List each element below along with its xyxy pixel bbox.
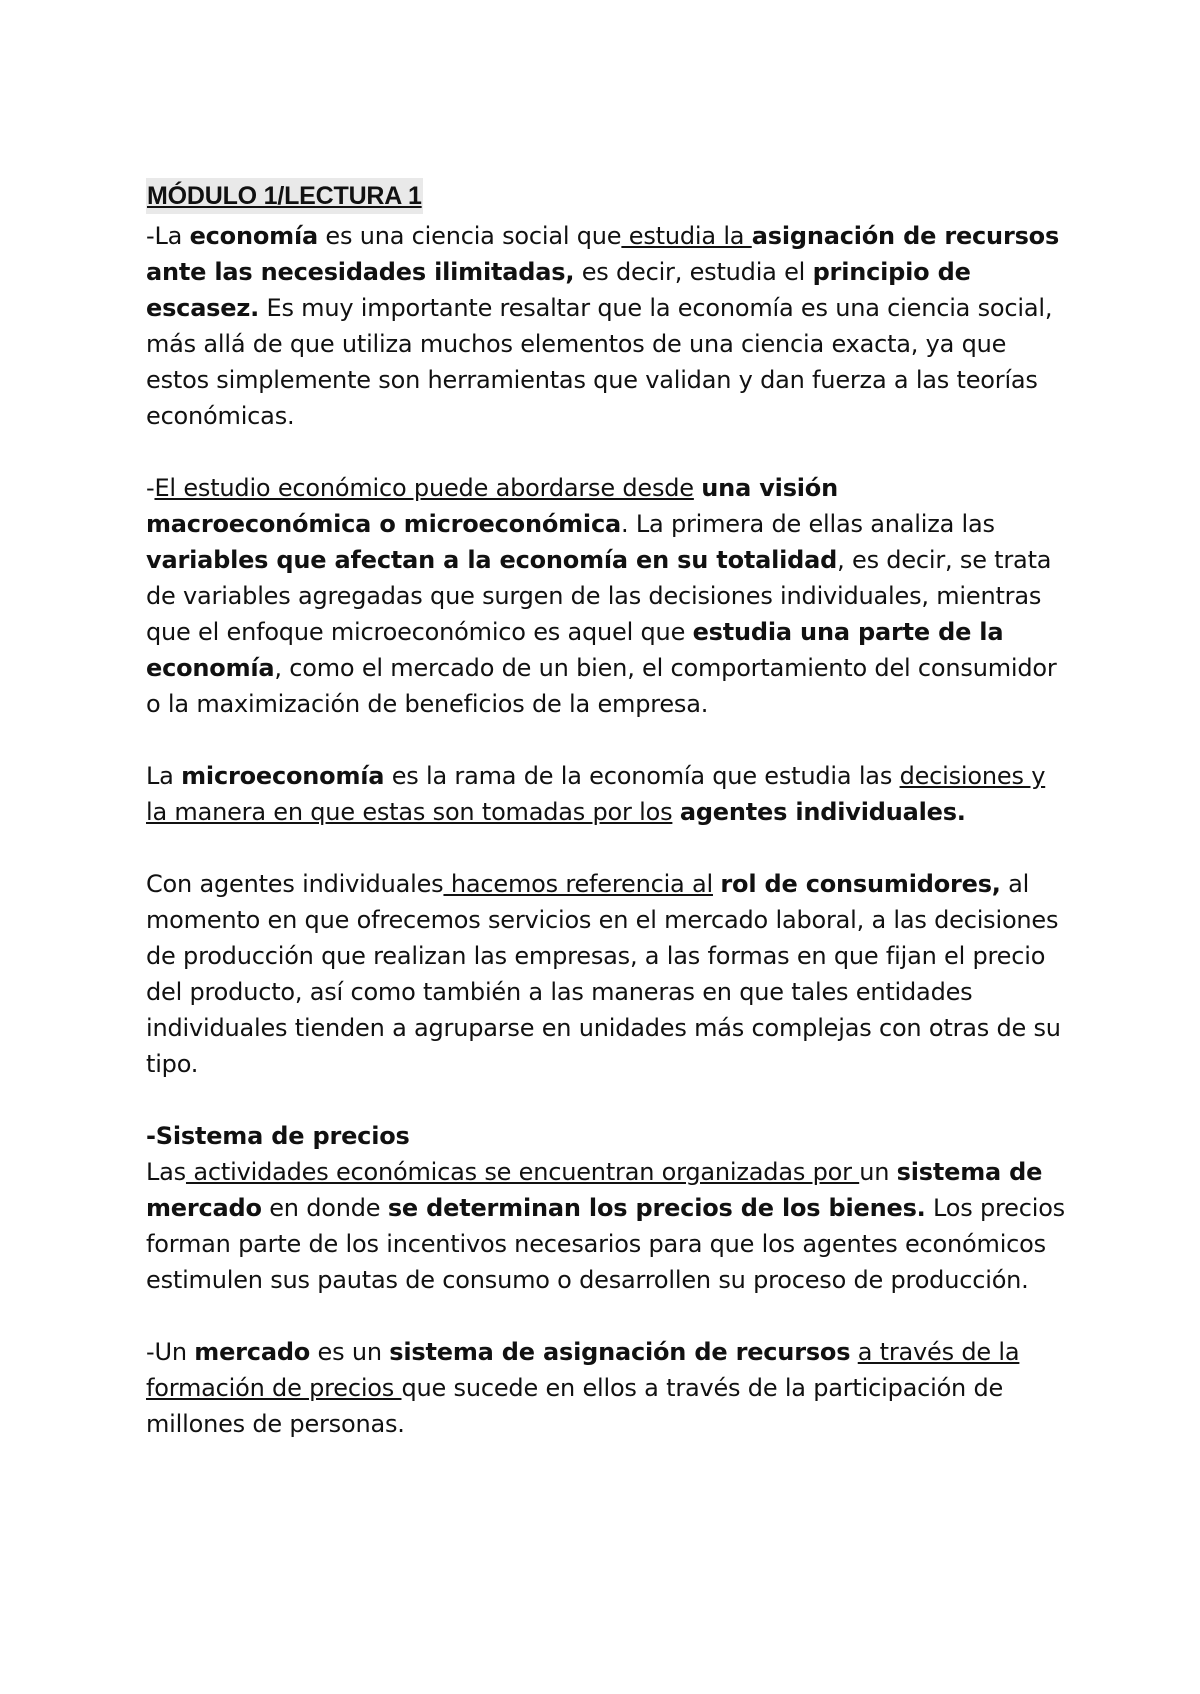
text-run: , como el mercado de un bien, el comportamiento del consumidor o la maximización de beneficios de la empresa. [146,654,1057,718]
text-run: La [146,762,182,790]
paragraph-mercado [146,1334,1066,1442]
paragraph-agentes-individuales [146,866,1066,1082]
text-run: , es decir, se trata de variables agregadas que surgen de las decisiones individuales, mientras que el enfoque microeconómico es aquel que [146,546,1052,646]
bold-run: estudia una parte de la economía [146,618,1004,682]
bold-run: agentes individuales. [679,798,966,826]
bold-run: una visión macroeconómica o microeconómica [146,474,838,538]
paragraph-microeconomia [146,758,1066,830]
paragraph-spacer [146,722,1066,758]
paragraph-estudio-economico [146,470,1066,722]
underline-run: decisiones y la manera en que estas son tomadas por los [146,762,1046,826]
bold-run: sistema de asignación de recursos [389,1338,851,1366]
bold-run: asignación de recursos ante las necesidades ilimitadas, [146,222,1060,286]
text-run [672,798,679,826]
bold-run: sistema de mercado [146,1158,1043,1222]
bold-run: se determinan los precios de los bienes. [387,1194,926,1222]
bold-run: economía [189,222,318,250]
text-run: -Un [146,1338,195,1366]
underline-run: hacemos referencia al [443,870,713,898]
paragraph-spacer [146,830,1066,866]
text-run: un [859,1158,897,1186]
text-run [850,1338,857,1366]
text-run: es un [310,1338,390,1366]
text-run: es decir, estudia el [574,258,813,286]
text-run: que sucede en ellos a través de la participación de millones de personas. [146,1374,1004,1438]
text-run: -La [146,222,190,250]
bold-run: variables que afectan a la economía en su totalidad [146,546,838,574]
text-run: Las [146,1158,186,1186]
section-heading-sistema-de-precios: -Sistema de precios [146,1122,410,1150]
text-run: . La primera de ellas analiza las [620,510,995,538]
paragraph-sistema-de-precios [146,1154,1066,1298]
bold-run: principio de escasez. [146,258,971,322]
text-run: en donde [261,1194,388,1222]
text-run: Con agentes individuales [146,870,444,898]
paragraph-spacer [146,1298,1066,1334]
underline-run: estudia la [621,222,752,250]
text-run: al momento en que ofrecemos servicios en el mercado laboral, a las decisiones de producción que realizan las empresas, a las formas en que fijan el precio del producto, así como también a las maneras en que tales entidades individuales tienden a agruparse en unidades más complejas con otras de su tipo. [146,870,1061,1078]
paragraph-spacer [146,434,1066,470]
paragraph-economia-definicion [146,218,1066,434]
bold-run: microeconomía [181,762,385,790]
text-run: es la rama de la economía que estudia las [384,762,900,790]
document-body [146,178,1066,1442]
document-title: MÓDULO 1/LECTURA 1 [146,178,423,214]
bold-run: rol de consumidores, [720,870,1001,898]
text-run: Los precios forman parte de los incentivos necesarios para que los agentes económicos estimulen sus pautas de consumo o desarrollen su proceso de producción. [146,1194,1065,1294]
bold-run: mercado [194,1338,311,1366]
text-run: es una ciencia social que [317,222,622,250]
underline-run: a través de la formación de precios [146,1338,1020,1402]
paragraph-spacer [146,1082,1066,1118]
underline-run: El estudio económico puede abordarse desde [154,474,694,502]
text-run: Es muy importante resaltar que la economía es una ciencia social, más allá de que utiliza muchos elementos de una ciencia exacta, ya que estos simplemente son herramientas que validan y dan fuerza a las teorías económicas. [146,294,1053,430]
text-run: - [146,474,155,502]
underline-run: actividades económicas se encuentran organizadas por [185,1158,860,1186]
